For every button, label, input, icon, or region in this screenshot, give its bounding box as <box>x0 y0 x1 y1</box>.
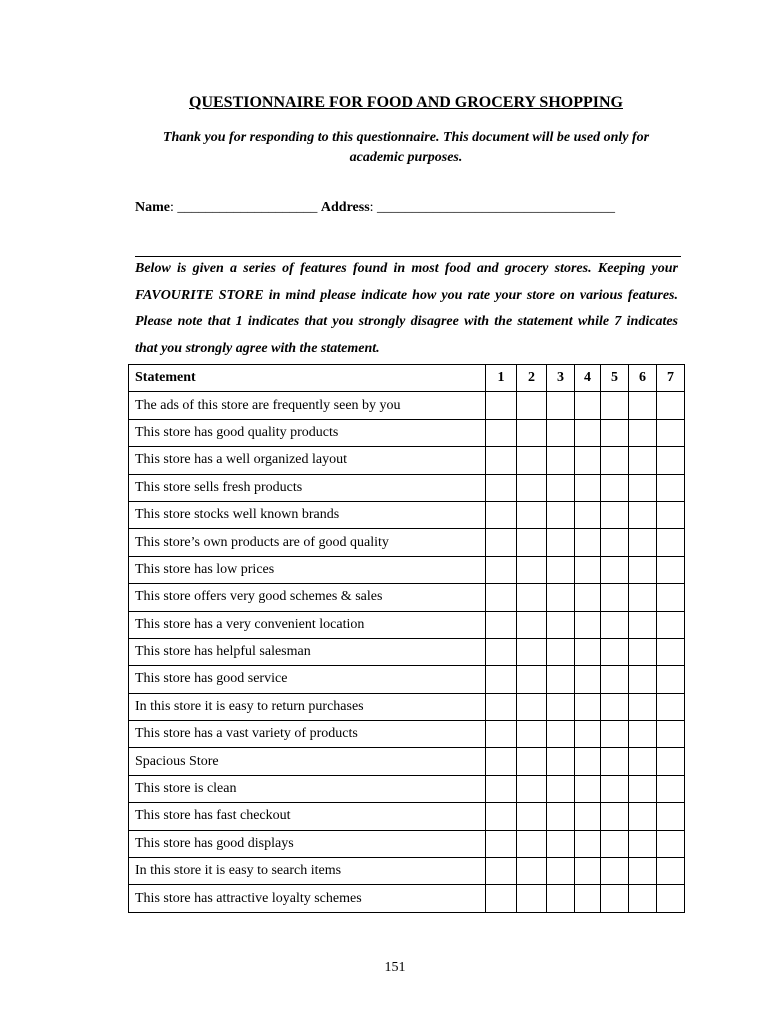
statement-cell: This store has helpful salesman <box>129 638 486 665</box>
rating-cell-3[interactable] <box>547 803 575 830</box>
rating-cell-6[interactable] <box>629 693 657 720</box>
statement-header: Statement <box>129 365 486 392</box>
rating-cell-6[interactable] <box>629 584 657 611</box>
rating-cell-2[interactable] <box>517 638 547 665</box>
name-field[interactable]: : ____________________ <box>170 200 321 215</box>
table-row <box>129 830 685 857</box>
rating-cell-6[interactable] <box>629 556 657 583</box>
table-row <box>129 474 685 501</box>
scale-header-1: 1 <box>486 365 517 392</box>
rating-cell-3[interactable] <box>547 885 575 912</box>
rating-cell-4[interactable] <box>575 584 601 611</box>
rating-cell-2[interactable] <box>517 721 547 748</box>
statement-cell: This store’s own products are of good quality <box>129 529 486 556</box>
rating-cell-6[interactable] <box>629 447 657 474</box>
rating-cell-7[interactable] <box>657 830 685 857</box>
rating-cell-4[interactable] <box>575 721 601 748</box>
rating-cell-2[interactable] <box>517 392 547 419</box>
rating-cell-5[interactable] <box>601 529 629 556</box>
rating-cell-4[interactable] <box>575 556 601 583</box>
rating-cell-7[interactable] <box>657 748 685 775</box>
rating-cell-7[interactable] <box>657 666 685 693</box>
rating-cell-2[interactable] <box>517 693 547 720</box>
rating-cell-2[interactable] <box>517 584 547 611</box>
table-row <box>129 419 685 446</box>
statement-cell: In this store it is easy to return purchases <box>129 693 486 720</box>
rating-cell-2[interactable] <box>517 830 547 857</box>
rating-cell-3[interactable] <box>547 748 575 775</box>
rating-cell-6[interactable] <box>629 748 657 775</box>
rating-cell-2[interactable] <box>517 529 547 556</box>
scale-header-2: 2 <box>517 365 547 392</box>
rating-cell-6[interactable] <box>629 392 657 419</box>
page-number: 151 <box>384 960 406 975</box>
rating-cell-5[interactable] <box>601 885 629 912</box>
intro-text: Thank you for responding to this questionnaire. This document will be used only for academic purposes. <box>162 130 650 165</box>
rating-cell-1[interactable] <box>486 501 517 528</box>
rating-cell-3[interactable] <box>547 830 575 857</box>
rating-cell-4[interactable] <box>575 858 601 885</box>
rating-cell-2[interactable] <box>517 748 547 775</box>
rating-cell-7[interactable] <box>657 447 685 474</box>
rating-cell-7[interactable] <box>657 529 685 556</box>
rating-cell-1[interactable] <box>486 556 517 583</box>
statement-cell: This store has a well organized layout <box>129 447 486 474</box>
rating-cell-4[interactable] <box>575 748 601 775</box>
table-header-row <box>129 365 685 392</box>
rating-cell-7[interactable] <box>657 474 685 501</box>
statement-cell: In this store it is easy to search items <box>129 858 486 885</box>
rating-cell-7[interactable] <box>657 858 685 885</box>
rating-cell-5[interactable] <box>601 803 629 830</box>
rating-cell-4[interactable] <box>575 803 601 830</box>
rating-table-body <box>129 392 685 912</box>
rating-cell-4[interactable] <box>575 666 601 693</box>
rating-cell-5[interactable] <box>601 584 629 611</box>
table-row <box>129 748 685 775</box>
rating-cell-7[interactable] <box>657 721 685 748</box>
rating-cell-1[interactable] <box>486 529 517 556</box>
statement-cell: This store has low prices <box>129 556 486 583</box>
rating-cell-1[interactable] <box>486 392 517 419</box>
table-row <box>129 775 685 802</box>
address-label: Address <box>320 200 370 215</box>
rating-cell-4[interactable] <box>575 885 601 912</box>
rating-cell-6[interactable] <box>629 611 657 638</box>
rating-cell-1[interactable] <box>486 775 517 802</box>
rating-cell-5[interactable] <box>601 638 629 665</box>
rating-cell-5[interactable] <box>601 419 629 446</box>
table-row <box>129 447 685 474</box>
rating-cell-4[interactable] <box>575 392 601 419</box>
table-row <box>129 721 685 748</box>
rating-cell-7[interactable] <box>657 556 685 583</box>
rating-cell-4[interactable] <box>575 501 601 528</box>
statement-cell: This store has good quality products <box>129 419 486 446</box>
statement-cell: This store has attractive loyalty schemes <box>129 885 486 912</box>
rating-cell-7[interactable] <box>657 803 685 830</box>
rating-cell-6[interactable] <box>629 885 657 912</box>
rating-cell-2[interactable] <box>517 666 547 693</box>
name-label: Name <box>135 200 170 215</box>
statement-cell: This store has fast checkout <box>129 803 486 830</box>
rating-cell-1[interactable] <box>486 611 517 638</box>
rating-cell-3[interactable] <box>547 721 575 748</box>
rating-cell-2[interactable] <box>517 775 547 802</box>
table-row <box>129 885 685 912</box>
table-row <box>129 611 685 638</box>
rating-cell-4[interactable] <box>575 611 601 638</box>
scale-header-7: 7 <box>657 365 685 392</box>
table-row <box>129 392 685 419</box>
rating-cell-4[interactable] <box>575 693 601 720</box>
rating-cell-6[interactable] <box>629 830 657 857</box>
rating-cell-1[interactable] <box>486 666 517 693</box>
rating-cell-2[interactable] <box>517 556 547 583</box>
rating-cell-5[interactable] <box>601 830 629 857</box>
rating-cell-6[interactable] <box>629 501 657 528</box>
rating-cell-2[interactable] <box>517 611 547 638</box>
rating-cell-1[interactable] <box>486 474 517 501</box>
table-row <box>129 858 685 885</box>
rating-cell-6[interactable] <box>629 474 657 501</box>
rating-cell-2[interactable] <box>517 447 547 474</box>
rating-cell-4[interactable] <box>575 529 601 556</box>
address-field[interactable]: : __________________________________ <box>369 200 616 215</box>
rating-cell-3[interactable] <box>547 501 575 528</box>
rating-cell-1[interactable] <box>486 830 517 857</box>
table-row <box>129 803 685 830</box>
rating-cell-3[interactable] <box>547 447 575 474</box>
rating-cell-4[interactable] <box>575 419 601 446</box>
rating-cell-3[interactable] <box>547 638 575 665</box>
rating-cell-4[interactable] <box>575 775 601 802</box>
table-row <box>129 693 685 720</box>
rating-cell-7[interactable] <box>657 693 685 720</box>
statement-cell: This store stocks well known brands <box>129 501 486 528</box>
rating-cell-1[interactable] <box>486 748 517 775</box>
table-row <box>129 501 685 528</box>
rating-cell-7[interactable] <box>657 775 685 802</box>
rating-cell-3[interactable] <box>547 584 575 611</box>
rating-cell-6[interactable] <box>629 666 657 693</box>
rating-cell-6[interactable] <box>629 721 657 748</box>
rating-cell-5[interactable] <box>601 474 629 501</box>
statement-cell: Spacious Store <box>129 748 486 775</box>
rating-cell-1[interactable] <box>486 693 517 720</box>
scale-header-6: 6 <box>629 365 657 392</box>
rating-cell-2[interactable] <box>517 803 547 830</box>
rating-cell-1[interactable] <box>486 858 517 885</box>
rating-cell-6[interactable] <box>629 803 657 830</box>
rating-cell-7[interactable] <box>657 611 685 638</box>
rating-cell-3[interactable] <box>547 419 575 446</box>
rating-cell-3[interactable] <box>547 529 575 556</box>
rating-cell-4[interactable] <box>575 474 601 501</box>
rating-cell-7[interactable] <box>657 392 685 419</box>
rating-cell-7[interactable] <box>657 419 685 446</box>
statement-cell: This store has a very convenient location <box>129 611 486 638</box>
rating-cell-7[interactable] <box>657 501 685 528</box>
rating-cell-5[interactable] <box>601 501 629 528</box>
rating-cell-1[interactable] <box>486 803 517 830</box>
rating-cell-6[interactable] <box>629 419 657 446</box>
statement-cell: This store is clean <box>129 775 486 802</box>
rating-cell-5[interactable] <box>601 721 629 748</box>
statement-cell: This store sells fresh products <box>129 474 486 501</box>
rating-cell-7[interactable] <box>657 584 685 611</box>
rating-cell-3[interactable] <box>547 775 575 802</box>
rating-cell-5[interactable] <box>601 666 629 693</box>
rating-cell-6[interactable] <box>629 858 657 885</box>
name-address-line <box>135 200 695 216</box>
rating-cell-5[interactable] <box>601 693 629 720</box>
rating-cell-1[interactable] <box>486 584 517 611</box>
rating-cell-3[interactable] <box>547 666 575 693</box>
rating-cell-5[interactable] <box>601 447 629 474</box>
statement-cell: This store has a vast variety of products <box>129 721 486 748</box>
statement-cell: This store has good displays <box>129 830 486 857</box>
instructions-text: Below is given a series of features found in most food and grocery stores. Keeping your FAVOURITE STORE in mind please indicate how you rate your store on various features. Please note that 1 indicates that you strongly disagree with the statement while 7 indicates that you strongly agree with the statement. <box>135 261 678 356</box>
rating-cell-7[interactable] <box>657 885 685 912</box>
rating-cell-4[interactable] <box>575 830 601 857</box>
table-row <box>129 556 685 583</box>
table-row <box>129 638 685 665</box>
rating-table <box>128 364 685 913</box>
rating-cell-4[interactable] <box>575 638 601 665</box>
scale-header-4: 4 <box>575 365 601 392</box>
rating-cell-5[interactable] <box>601 392 629 419</box>
rating-cell-1[interactable] <box>486 638 517 665</box>
table-row <box>129 584 685 611</box>
rating-cell-3[interactable] <box>547 474 575 501</box>
rating-cell-3[interactable] <box>547 556 575 583</box>
rating-cell-1[interactable] <box>486 447 517 474</box>
rating-cell-5[interactable] <box>601 748 629 775</box>
statement-cell: The ads of this store are frequently seen by you <box>129 392 486 419</box>
rating-cell-1[interactable] <box>486 419 517 446</box>
rating-cell-3[interactable] <box>547 858 575 885</box>
rating-cell-3[interactable] <box>547 693 575 720</box>
rating-cell-1[interactable] <box>486 885 517 912</box>
rating-cell-6[interactable] <box>629 529 657 556</box>
page-title: QUESTIONNAIRE FOR FOOD AND GROCERY SHOPPING <box>189 94 623 111</box>
rating-cell-2[interactable] <box>517 885 547 912</box>
table-row <box>129 529 685 556</box>
rating-cell-2[interactable] <box>517 858 547 885</box>
rating-cell-2[interactable] <box>517 501 547 528</box>
rating-cell-4[interactable] <box>575 447 601 474</box>
statement-cell: This store has good service <box>129 666 486 693</box>
rating-cell-2[interactable] <box>517 419 547 446</box>
rating-cell-1[interactable] <box>486 721 517 748</box>
rating-cell-6[interactable] <box>629 638 657 665</box>
scale-header-5: 5 <box>601 365 629 392</box>
table-row <box>129 666 685 693</box>
rating-cell-5[interactable] <box>601 858 629 885</box>
rating-cell-5[interactable] <box>601 775 629 802</box>
rating-cell-6[interactable] <box>629 775 657 802</box>
rating-cell-3[interactable] <box>547 392 575 419</box>
rating-cell-5[interactable] <box>601 611 629 638</box>
rating-cell-2[interactable] <box>517 474 547 501</box>
rating-cell-5[interactable] <box>601 556 629 583</box>
rating-cell-7[interactable] <box>657 638 685 665</box>
rating-cell-3[interactable] <box>547 611 575 638</box>
statement-cell: This store offers very good schemes & sales <box>129 584 486 611</box>
scale-header-3: 3 <box>547 365 575 392</box>
